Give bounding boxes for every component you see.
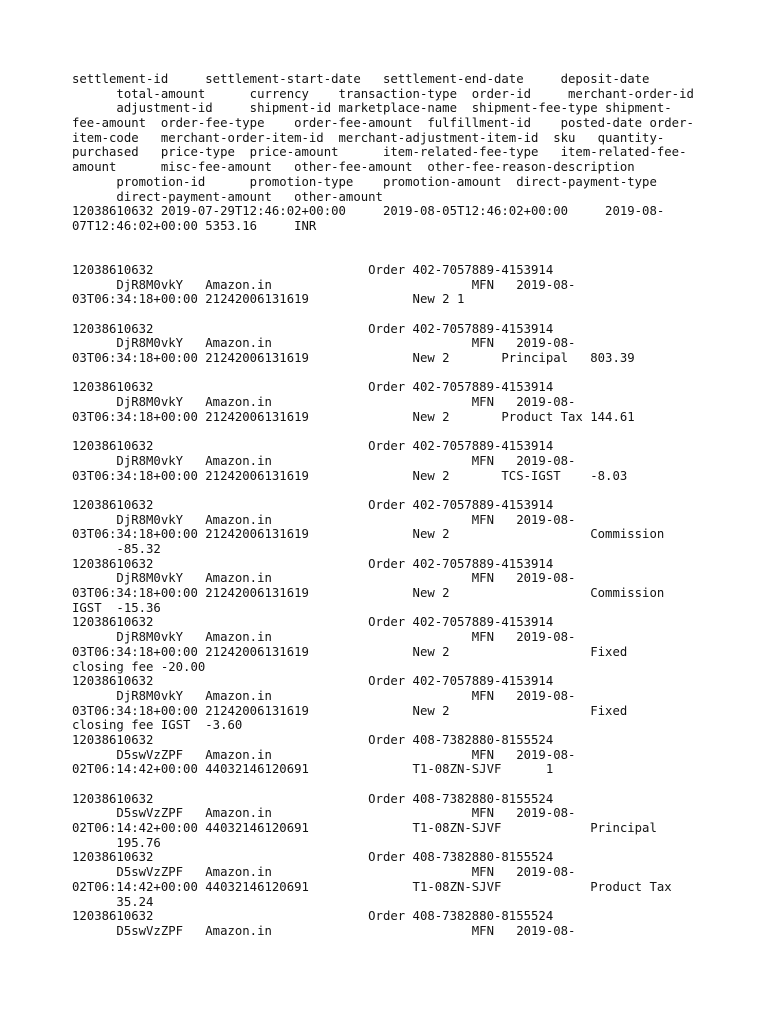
report-line: DjR8M0vkY Amazon.in MFN 2019-08- xyxy=(72,688,576,703)
blank-line xyxy=(72,425,712,440)
report-line: 12038610632 Order 408-7382880-8155524 xyxy=(72,732,554,747)
report-line: 195.76 xyxy=(72,835,161,850)
report-line: 03T06:34:18+00:00 21242006131619 New 2 Commission xyxy=(72,527,665,542)
report-line: 03T06:34:18+00:00 21242006131619 New 2 TCS-IGST -8.03 xyxy=(72,468,628,483)
report-line: 12038610632 Order 402-7057889-4153914 xyxy=(72,439,554,454)
report-line: D5swVzZPF Amazon.in MFN 2019-08- xyxy=(72,747,576,762)
blank-line xyxy=(72,248,712,263)
report-line: closing fee IGST -3.60 xyxy=(72,718,243,733)
blank-line xyxy=(72,307,712,322)
report-line: 12038610632 Order 402-7057889-4153914 xyxy=(72,262,554,277)
report-line: DjR8M0vkY Amazon.in MFN 2019-08- xyxy=(72,453,576,468)
report-line: 07T12:46:02+00:00 5353.16 INR xyxy=(72,218,317,233)
report-line: 12038610632 Order 402-7057889-4153914 xyxy=(72,321,554,336)
blank-line xyxy=(72,483,712,498)
report-line: D5swVzZPF Amazon.in MFN 2019-08- xyxy=(72,923,576,938)
report-line: 12038610632 Order 402-7057889-4153914 xyxy=(72,674,554,689)
report-line: 02T06:14:42+00:00 44032146120691 T1-08ZN-SJVF Principal xyxy=(72,821,657,836)
report-line: adjustment-id shipment-id marketplace-name shipment-fee-type shipment- xyxy=(72,101,672,116)
report-line: 12038610632 Order 402-7057889-4153914 xyxy=(72,556,554,571)
blank-line xyxy=(72,777,712,792)
report-line: 03T06:34:18+00:00 21242006131619 New 2 Product Tax 144.61 xyxy=(72,409,635,424)
report-line: -85.32 xyxy=(72,542,161,556)
report-line: DjR8M0vkY Amazon.in MFN 2019-08- xyxy=(72,571,576,586)
report-line: promotion-id promotion-type promotion-amount direct-payment-type xyxy=(72,174,657,189)
report-line: D5swVzZPF Amazon.in MFN 2019-08- xyxy=(72,865,576,880)
report-line: DjR8M0vkY Amazon.in MFN 2019-08- xyxy=(72,395,576,410)
report-line: settlement-id settlement-start-date settlement-end-date deposit-date xyxy=(72,72,650,86)
report-line: 02T06:14:42+00:00 44032146120691 T1-08ZN-SJVF 1 xyxy=(72,762,554,777)
report-line: total-amount currency transaction-type order-id merchant-order-id xyxy=(72,86,694,101)
report-line: DjR8M0vkY Amazon.in MFN 2019-08- xyxy=(72,630,576,645)
report-line: closing fee -20.00 xyxy=(72,659,206,674)
report-line: IGST -15.36 xyxy=(72,600,161,615)
report-line: 03T06:34:18+00:00 21242006131619 New 2 Fixed xyxy=(72,644,628,659)
report-line: 12038610632 Order 402-7057889-4153914 xyxy=(72,497,554,512)
report-line: DjR8M0vkY Amazon.in MFN 2019-08- xyxy=(72,512,576,527)
report-line: 03T06:34:18+00:00 21242006131619 New 2 Fixed xyxy=(72,703,628,718)
report-line: amount misc-fee-amount other-fee-amount other-fee-reason-description xyxy=(72,160,635,175)
report-line: 12038610632 Order 408-7382880-8155524 xyxy=(72,909,554,924)
report-line: 03T06:34:18+00:00 21242006131619 New 2 Commission xyxy=(72,586,665,601)
report-line: 03T06:34:18+00:00 21242006131619 New 2 1 xyxy=(72,292,465,307)
report-line: D5swVzZPF Amazon.in MFN 2019-08- xyxy=(72,806,576,821)
settlement-report-text xyxy=(72,72,712,939)
report-line: 35.24 xyxy=(72,894,154,909)
report-line: item-code merchant-order-item-id merchant-adjustment-item-id sku quantity- xyxy=(72,130,665,145)
report-line: direct-payment-amount other-amount xyxy=(72,189,383,204)
report-line: 03T06:34:18+00:00 21242006131619 New 2 Principal 803.39 xyxy=(72,351,635,366)
report-line: 12038610632 Order 402-7057889-4153914 xyxy=(72,380,554,395)
report-line: 12038610632 Order 408-7382880-8155524 xyxy=(72,791,554,806)
blank-line xyxy=(72,234,712,249)
report-line: 02T06:14:42+00:00 44032146120691 T1-08ZN-SJVF Product Tax xyxy=(72,879,672,894)
report-line: 12038610632 Order 402-7057889-4153914 xyxy=(72,615,554,630)
report-line: 12038610632 2019-07-29T12:46:02+00:00 2019-08-05T12:46:02+00:00 2019-08- xyxy=(72,204,665,219)
blank-line xyxy=(72,366,712,381)
report-line: 12038610632 Order 408-7382880-8155524 xyxy=(72,850,554,865)
report-line: DjR8M0vkY Amazon.in MFN 2019-08- xyxy=(72,336,576,351)
report-line: fee-amount order-fee-type order-fee-amount fulfillment-id posted-date order- xyxy=(72,116,694,131)
report-line: DjR8M0vkY Amazon.in MFN 2019-08- xyxy=(72,277,576,292)
report-line: purchased price-type price-amount item-related-fee-type item-related-fee- xyxy=(72,145,687,160)
